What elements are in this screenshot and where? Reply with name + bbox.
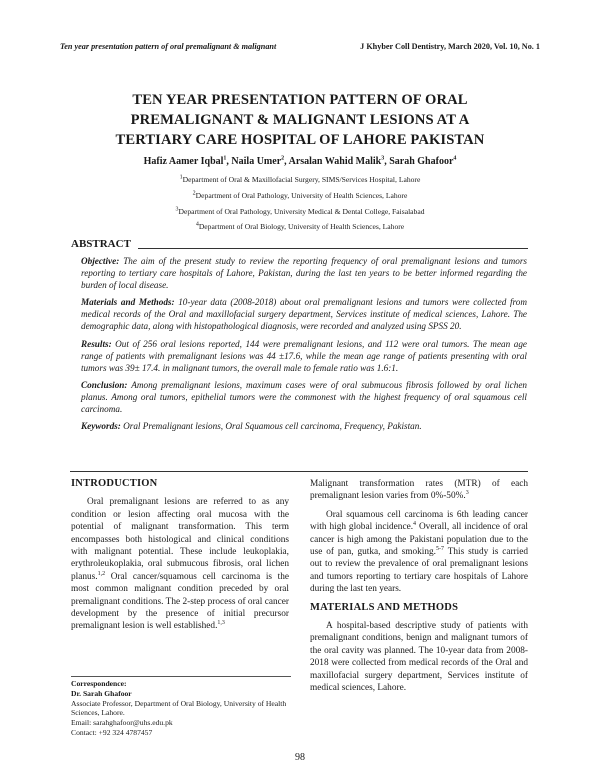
introduction-paragraph bbox=[71, 496, 289, 632]
abstract-results bbox=[81, 338, 527, 374]
abstract-objective bbox=[81, 255, 527, 291]
abstract-body bbox=[81, 255, 527, 437]
introduction-heading: INTRODUCTION bbox=[71, 478, 158, 489]
results-text: Out of 256 oral lesions reported, 144 were premalignant lesions, and 112 were oral tumors. The mean age range of patients with premalignant lesions was 44 ±17.6, while the mean age range of patients presenting with oral tumors was 39± 17.4. in malignant tumors, the overall male to female ratio was 1.6:1. bbox=[81, 338, 527, 373]
oscc-text-b: Overall, all incidence of oral cancer is high among the Pakistani population due to the use of pan, gutka, and smoking. bbox=[310, 522, 528, 558]
author-sup: 1 bbox=[223, 155, 227, 162]
objective-label: Objective: bbox=[81, 256, 120, 266]
running-head bbox=[60, 42, 540, 54]
abstract-methods bbox=[81, 296, 527, 332]
author-sup: 3 bbox=[381, 155, 385, 162]
running-head-journal: J Khyber Coll Dentistry, March 2020, Vol. 10, No. 1 bbox=[360, 42, 540, 51]
correspondence-email[interactable]: Email: sarahghafoor@uhs.edu.pk bbox=[71, 718, 173, 728]
affiliation-sup: 2 bbox=[192, 190, 196, 197]
methods-label: Materials and Methods: bbox=[81, 297, 175, 308]
oscc-text-a: Oral squamous cell carcinoma is 6th leading cancer with high global incidence. bbox=[310, 509, 528, 533]
citation: 4 bbox=[413, 521, 417, 528]
right-column bbox=[310, 478, 528, 701]
citation: 1,2 bbox=[97, 570, 106, 577]
affiliation-text: Department of Oral Pathology, University Medical & Dental College, Faisalabad bbox=[178, 207, 425, 216]
title-line-1: TEN YEAR PRESENTATION PATTERN OF ORAL bbox=[132, 92, 468, 108]
left-column bbox=[71, 478, 289, 639]
affiliation bbox=[60, 222, 540, 231]
objective-text: The aim of the present study to review the reporting frequency of oral premalignant lesions and tumors reporting to tertiary care hospitals of Lahore, Pakistan, during the last ten years to be better informed regarding the burden of local disease. bbox=[81, 256, 528, 291]
affiliation bbox=[60, 207, 540, 216]
methods-text: 10-year data (2008-2018) about oral premalignant lesions and tumors were collected from medical records of the Oral and maxillofacial surgery department, Services institute of medical sciences, Lahore. The demographic data, along with histopathological diagnosis, were recorded and analyzed using SPSS 20. bbox=[81, 297, 528, 332]
affiliation-sup: 1 bbox=[179, 174, 183, 181]
correspondence-contact: Contact: +92 324 4787457 bbox=[71, 727, 153, 737]
correspondence-position: Associate Professor, Department of Oral Biology, University of Health Sciences, Lahore. bbox=[71, 698, 287, 718]
citation: 3 bbox=[465, 490, 469, 497]
author: Naila Umer bbox=[231, 156, 282, 167]
abstract-conclusion bbox=[81, 379, 527, 415]
correspondence-name: Dr. Sarah Ghafoor bbox=[71, 688, 132, 698]
affiliation bbox=[60, 175, 540, 184]
introduction-paragraph-2 bbox=[310, 509, 528, 596]
author: Sarah Ghafoor bbox=[389, 156, 454, 167]
author: Arsalan Wahid Malik bbox=[288, 156, 382, 167]
running-head-title: Ten year presentation pattern of oral premalignant & malignant bbox=[60, 42, 277, 51]
abstract-heading: ABSTRACT bbox=[71, 238, 131, 250]
conclusion-label: Conclusion: bbox=[81, 379, 128, 390]
citation: 5-7 bbox=[436, 545, 444, 552]
article-title bbox=[70, 90, 530, 150]
title-line-3: TERTIARY CARE HOSPITAL OF LAHORE PAKISTAN bbox=[115, 132, 485, 148]
methods-paragraph: A hospital-based descriptive study of patients with premalignant conditions, benign and malignant tumors of the oral cavity was planned. The 10-year data from 2008-2018 were collected from medical records of the Oral and maxillofacial surgery department, Services institute of medical sciences, Lahore. bbox=[310, 621, 528, 694]
abstract-bottom-divider bbox=[70, 471, 528, 472]
correspondence-box bbox=[71, 676, 291, 738]
author: Hafiz Aamer Iqbal bbox=[143, 156, 224, 167]
intro-text-a: Oral premalignant lesions are referred to as any condition or lesion affecting oral mucosa with the potential of malignant transformation. This term encompasses both histological and clinical conditions with malignant potential. These include leukoplakia, erythroleukoplakia, oral submucous fibrosis, oral lichen planus. bbox=[71, 497, 289, 582]
introduction-paragraph-cont bbox=[310, 478, 528, 503]
mtr-text: Malignant transformation rates (MTR) of each premalignant lesion varies from 0%-50%. bbox=[310, 479, 528, 502]
results-label: Results: bbox=[81, 338, 112, 349]
conclusion-text: Among premalignant lesions, maximum cases were of oral submucous fibrosis followed by oral lichen planus. Among oral tumors, epithelial tumors were the commonest with the highest frequency of oral squamous cell carcinoma. bbox=[81, 379, 527, 415]
page-number: 98 bbox=[295, 752, 305, 763]
affiliation-text: Department of Oral & Maxillofacial Surgery, SIMS/Services Hospital, Lahore bbox=[182, 175, 421, 184]
methods-heading: MATERIALS AND METHODS bbox=[310, 601, 459, 613]
affiliation-sup: 4 bbox=[195, 221, 199, 228]
abstract-divider bbox=[138, 248, 528, 249]
title-line-2: PREMALIGNANT & MALIGNANT LESIONS AT A bbox=[130, 112, 470, 128]
affiliation-text: Department of Oral Pathology, University of Health Sciences, Lahore bbox=[195, 191, 408, 200]
author-list: Hafiz Aamer Iqbal$^1$, Naila Umer$^2$, Arsalan Wahid Malik$^3$, Sarah Ghafoor$^4$ bbox=[143, 155, 457, 167]
keywords-text: Oral Premalignant lesions, Oral Squamous cell carcinoma, Frequency, Pakistan. bbox=[123, 421, 422, 432]
correspondence-heading: Correspondence: bbox=[71, 679, 127, 688]
keywords-label: Keywords: bbox=[81, 421, 121, 432]
affiliation-text: Department of Oral Biology, University of Health Sciences, Lahore bbox=[198, 222, 405, 231]
affiliation bbox=[60, 191, 540, 200]
oscc-text-c: This study is carried out to review the prevalence of oral premalignant lesions and tumors reporting to tertiary care hospitals of Lahore during the last ten years. bbox=[310, 547, 528, 595]
abstract-keywords bbox=[81, 420, 527, 432]
citation: 1,3 bbox=[217, 620, 225, 627]
affiliation-sup: 3 bbox=[175, 206, 179, 213]
author-sup: 4 bbox=[453, 155, 457, 162]
intro-text-b: Oral cancer/squamous cell carcinoma is the most common malignant condition preceded by oral premalignant conditions. The 2-step process of oral cancer development by the presence of initial precursor premalignant lesion is well established. bbox=[71, 571, 289, 632]
author-sup: 2 bbox=[281, 155, 285, 162]
